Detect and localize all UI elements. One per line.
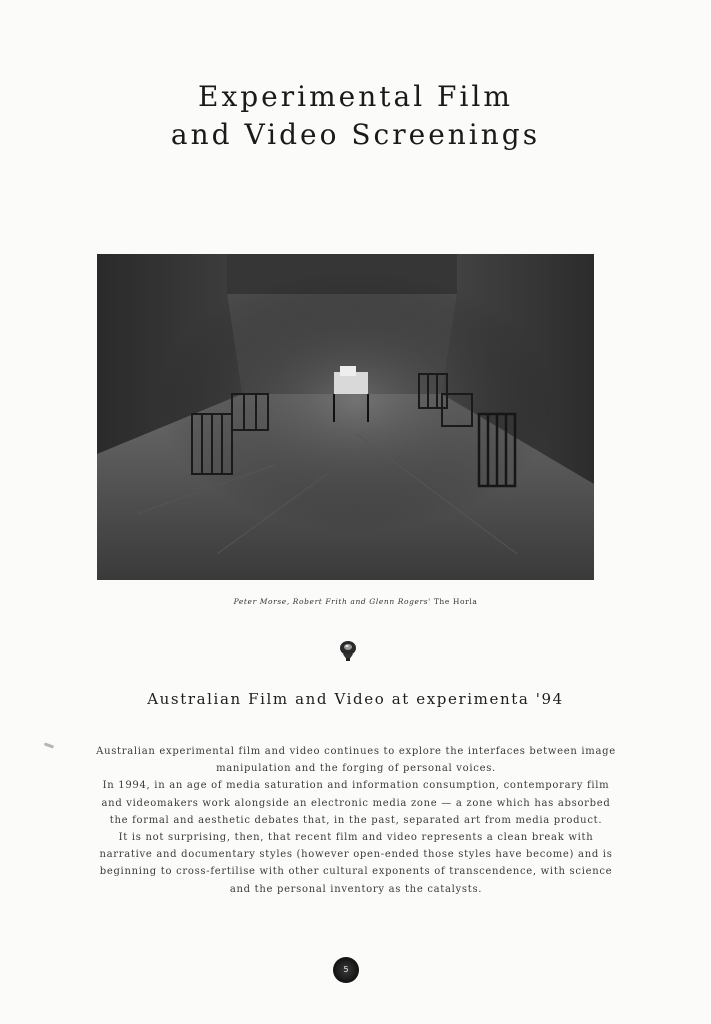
paragraph-2: In 1994, in an age of media saturation and information consumption, contemporary film and videomakers work alongside an electronic media zone — a zone which has absorbed the formal and aesthetic debates that, in the past, separated art from media product. — [101, 780, 611, 826]
caption-artists: Peter Morse, Robert Frith and Glenn Rogers' — [233, 597, 431, 606]
body-text — [96, 743, 616, 898]
paragraph-3: It is not surprising, then, that recent film and video represents a clean break with narrative and documentary styles (however open-ended those styles have become) and is beginning to cross-fertilise with other cultural exponents of transcendence, with science and the personal inventory as the catalysts. — [99, 832, 613, 895]
photograph — [97, 254, 594, 580]
paper-speck — [44, 742, 54, 748]
photograph-room-image — [97, 254, 594, 580]
paragraph-1: Australian experimental film and video continues to explore the interfaces between image manipulation and the forging of personal voices. — [96, 746, 616, 775]
section-heading: Australian Film and Video at experimenta '94 — [147, 690, 564, 708]
title-line-1: Experimental Film — [198, 80, 513, 113]
photo-caption — [0, 597, 711, 606]
page-number: 5 — [333, 957, 359, 983]
caption-work-title: The Horla — [433, 597, 478, 606]
title-line-2: and Video Screenings — [170, 118, 541, 151]
page-title — [0, 78, 711, 154]
bowl-ornament-icon — [338, 640, 358, 664]
